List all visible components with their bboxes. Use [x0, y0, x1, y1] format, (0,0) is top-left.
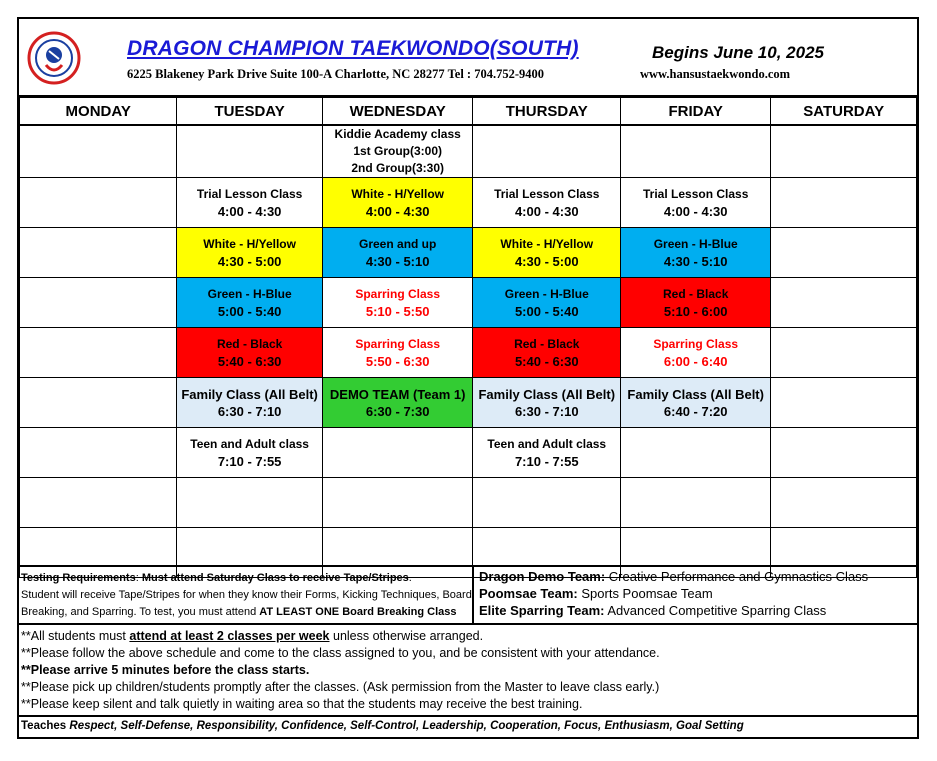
- schedule-frame: [17, 17, 919, 739]
- requirements-bold: Must attend Saturday Class to receive Tape/Stripes: [141, 572, 409, 584]
- class-time: 4:00 - 4:30: [217, 203, 282, 219]
- class-name: Sparring Class: [355, 286, 441, 301]
- class-time: 5:00 - 5:40: [217, 303, 282, 319]
- class-group: 1st Group(3:00): [353, 144, 443, 158]
- day-header-saturday: SATURDAY: [771, 98, 917, 126]
- class-name: Sparring Class: [653, 336, 739, 351]
- empty-cell: [473, 125, 621, 178]
- requirements-label: Testing Requirements: [21, 572, 136, 584]
- schedule-row: [20, 378, 917, 428]
- team-name: Dragon Demo Team:: [479, 569, 606, 584]
- class-cell: [473, 228, 621, 278]
- empty-cell: [177, 478, 322, 528]
- day-header-wednesday: WEDNESDAY: [322, 98, 473, 126]
- empty-cell: [621, 478, 771, 528]
- class-time: 4:00 - 4:30: [365, 203, 430, 219]
- note: **Please keep silent and talk quietly in waiting area so that the students may receive the best training.: [21, 697, 583, 711]
- class-cell: [177, 228, 322, 278]
- requirements-line-2: Student will receive Tape/Stripes for when they know their Forms, Kicking Techniques, Board: [21, 589, 472, 601]
- empty-cell: [771, 328, 917, 378]
- class-cell: [322, 278, 473, 328]
- class-name: Teen and Adult class: [190, 436, 309, 451]
- class-cell: [177, 278, 322, 328]
- class-time: 6:30 - 7:10: [514, 403, 579, 419]
- class-time: 4:00 - 4:30: [514, 203, 579, 219]
- team-item: [479, 568, 917, 585]
- schedule-row: [20, 428, 917, 478]
- class-time: 7:10 - 7:55: [514, 453, 579, 469]
- note: **All students must attend at least 2 classes per week unless otherwise arranged.: [21, 629, 484, 643]
- class-name: White - H/Yellow: [203, 236, 296, 251]
- class-name: Green - H-Blue: [504, 286, 589, 301]
- schedule-row: [20, 228, 917, 278]
- class-time: 6:40 - 7:20: [663, 403, 728, 419]
- class-cell: [177, 378, 322, 428]
- class-time: 5:00 - 5:40: [514, 303, 579, 319]
- team-name: Elite Sparring Team:: [479, 603, 605, 618]
- teaches-section: [19, 719, 919, 732]
- empty-cell: [20, 478, 177, 528]
- class-time: 5:40 - 6:30: [514, 353, 579, 369]
- class-name: Sparring Class: [355, 336, 441, 351]
- requirements-line-3: Breaking, and Sparring. To test, you must attend AT LEAST ONE Board Breaking Class: [21, 606, 457, 618]
- empty-cell: [771, 378, 917, 428]
- empty-cell: [20, 328, 177, 378]
- empty-cell: [771, 125, 917, 178]
- class-time: 6:00 - 6:40: [663, 353, 728, 369]
- day-header-thursday: THURSDAY: [473, 98, 621, 126]
- class-time: 4:30 - 5:00: [217, 253, 282, 269]
- testing-requirements: [19, 567, 474, 623]
- day-header-friday: FRIDAY: [621, 98, 771, 126]
- class-name: Red - Black: [663, 286, 729, 301]
- schedule-row: [20, 125, 917, 178]
- class-name: Green - H-Blue: [207, 286, 292, 301]
- empty-cell: [20, 378, 177, 428]
- class-cell: [322, 228, 473, 278]
- class-cell: [473, 178, 621, 228]
- class-name: Teen and Adult class: [487, 436, 607, 451]
- class-cell: [473, 428, 621, 478]
- notes-section: [19, 625, 917, 717]
- class-cell: [621, 378, 771, 428]
- schedule-row: [20, 328, 917, 378]
- class-name: White - H/Yellow: [351, 186, 444, 201]
- address-phone: 6225 Blakeney Park Drive Suite 100-A Charlotte, NC 28277 Tel : 704.752-9400: [127, 67, 544, 81]
- class-cell: [322, 328, 473, 378]
- empty-cell: [621, 125, 771, 178]
- class-cell: [177, 428, 322, 478]
- empty-cell: [771, 428, 917, 478]
- team-desc: Sports Poomsae Team: [581, 586, 713, 601]
- school-title[interactable]: DRAGON CHAMPION TAEKWONDO(SOUTH): [127, 37, 579, 60]
- class-time: 6:30 - 7:10: [217, 403, 282, 419]
- class-name: White - H/Yellow: [500, 236, 594, 251]
- class-time: 4:30 - 5:00: [514, 253, 579, 269]
- note: **Please pick up children/students promptly after the classes. (Ask permission from the Master to leave class early.): [21, 680, 660, 694]
- day-header-tuesday: TUESDAY: [177, 98, 322, 126]
- class-name: Red - Black: [514, 336, 580, 351]
- class-name: Green - H-Blue: [653, 236, 738, 251]
- team-item: [479, 602, 917, 619]
- class-time: 4:30 - 5:10: [663, 253, 728, 269]
- team-desc: Advanced Competitive Sparring Class: [607, 603, 827, 618]
- class-name: Family Class (All Belt): [181, 386, 318, 402]
- class-cell: [177, 328, 322, 378]
- day-header-monday: MONDAY: [20, 98, 177, 126]
- class-cell: [322, 178, 473, 228]
- class-name: Trial Lesson Class: [494, 186, 600, 201]
- empty-cell: [473, 478, 621, 528]
- class-cell: [473, 378, 621, 428]
- class-cell-kiddie-academy: [322, 125, 473, 178]
- class-name: Family Class (All Belt): [478, 386, 616, 402]
- empty-cell: [20, 228, 177, 278]
- website: www.hansustaekwondo.com: [640, 67, 791, 81]
- day-header-row: [20, 98, 917, 126]
- class-time: 4:00 - 4:30: [663, 203, 728, 219]
- class-time: 5:10 - 5:50: [365, 303, 430, 319]
- class-cell: [621, 228, 771, 278]
- class-time: 5:40 - 6:30: [217, 353, 282, 369]
- class-name: Family Class (All Belt): [627, 386, 764, 402]
- empty-cell: [771, 478, 917, 528]
- class-time: 4:30 - 5:10: [365, 253, 430, 269]
- empty-cell: [177, 125, 322, 178]
- header: [19, 19, 917, 97]
- team-item: [479, 585, 917, 602]
- class-name: Trial Lesson Class: [196, 186, 303, 201]
- note: **Please follow the above schedule and come to the class assigned to you, and be consistent with your attendance.: [21, 646, 660, 660]
- teams-list: [477, 567, 917, 624]
- empty-cell: [771, 228, 917, 278]
- class-cell: [473, 278, 621, 328]
- class-time: 5:50 - 6:30: [365, 353, 430, 369]
- start-date: Begins June 10, 2025: [652, 43, 824, 62]
- empty-cell: [20, 428, 177, 478]
- dragon-champion-logo-icon: [27, 31, 81, 85]
- empty-cell: [20, 278, 177, 328]
- class-cell: [322, 378, 473, 428]
- empty-cell: [20, 178, 177, 228]
- class-cell: [177, 178, 322, 228]
- class-name: Trial Lesson Class: [643, 186, 749, 201]
- requirements-line-1: Testing Requirements: Must attend Saturday Class to receive Tape/Stripes.: [21, 572, 412, 584]
- class-name: Green and up: [359, 236, 437, 251]
- empty-cell: [322, 428, 473, 478]
- empty-cell: [771, 278, 917, 328]
- class-cell: [621, 328, 771, 378]
- team-desc: Creative Performance and Gymnastics Class: [608, 569, 869, 584]
- teaches-values: Respect, Self-Defense, Responsibility, Confidence, Self-Control, Leadership, Cooperation, Focus, Enthusiasm, Goal Setting: [69, 720, 744, 732]
- class-time: 7:10 - 7:55: [217, 453, 282, 469]
- note: **Please arrive 5 minutes before the class starts.: [21, 663, 310, 677]
- class-name: Kiddie Academy class: [334, 127, 461, 141]
- empty-cell: [771, 178, 917, 228]
- class-name: Red - Black: [216, 336, 283, 351]
- schedule-table: [19, 97, 917, 578]
- team-name: Poomsae Team:: [479, 586, 578, 601]
- class-cell: [473, 328, 621, 378]
- class-group: 2nd Group(3:30): [351, 161, 444, 175]
- empty-cell: [322, 478, 473, 528]
- schedule-row: [20, 278, 917, 328]
- class-time: 6:30 - 7:30: [365, 403, 430, 419]
- empty-cell: [621, 428, 771, 478]
- class-cell: [621, 278, 771, 328]
- class-cell: [621, 178, 771, 228]
- schedule-row: [20, 478, 917, 528]
- requirements-section: [19, 565, 917, 625]
- schedule-row: [20, 178, 917, 228]
- class-time: 5:10 - 6:00: [663, 303, 728, 319]
- empty-cell: [20, 125, 177, 178]
- teaches-label: Teaches: [21, 720, 67, 732]
- class-name: DEMO TEAM (Team 1): [329, 386, 466, 402]
